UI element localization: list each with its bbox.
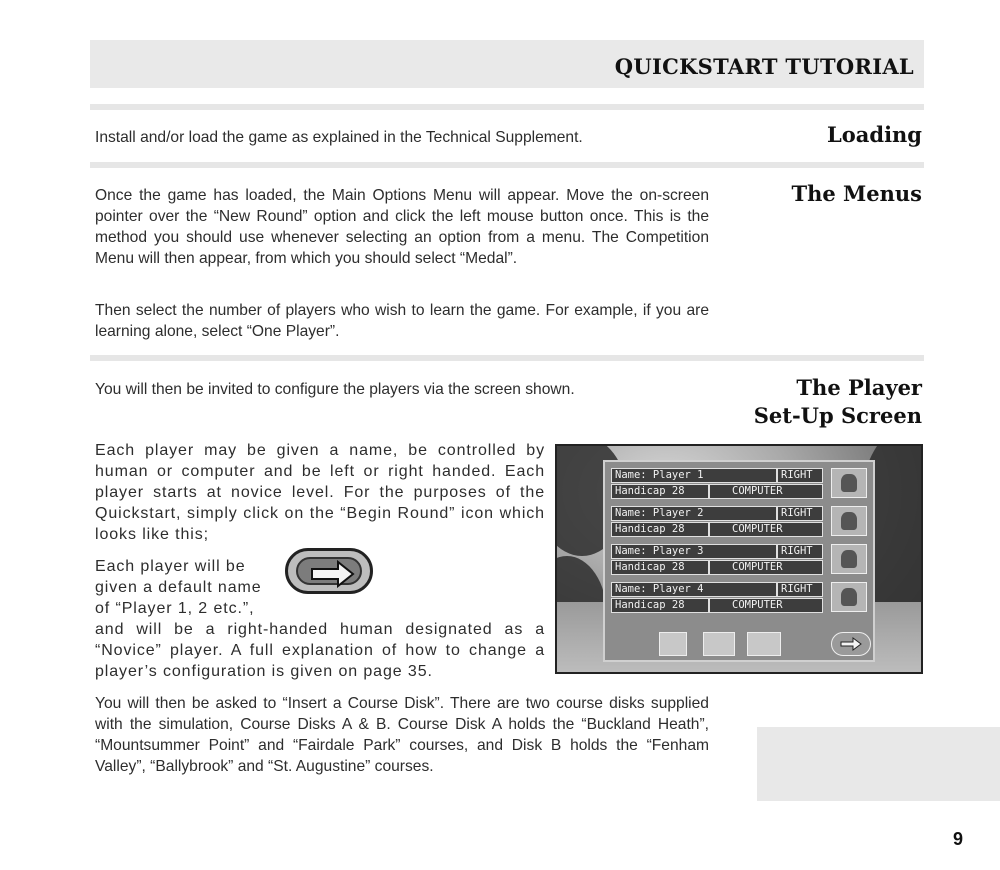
section-heading-setup: [754, 374, 922, 430]
section-heading-menus: The Menus: [791, 181, 922, 206]
margin-box: [757, 727, 1000, 801]
player-row: [611, 544, 823, 578]
control-field: COMPUTER: [709, 484, 823, 499]
player-name-field: Name: Player 4: [611, 582, 777, 597]
player-row: [611, 468, 823, 502]
player-row: [611, 582, 823, 616]
setup-paragraph-1: Each player may be given a name, be controlled by human or computer and be left or right handed. Each player starts at novice level. For the purposes of the Quickstart, simply click on the “Begin Round” icon which looks like this;: [95, 442, 545, 543]
divider: [90, 355, 924, 361]
setup-paragraph-2-line3: of “Player 1, 2 etc.”,: [95, 600, 255, 617]
begin-round-mini-icon: [831, 632, 871, 656]
right-arrow-icon: [832, 633, 870, 655]
setup-panel: [603, 460, 875, 662]
player-setup-screenshot: [555, 444, 923, 674]
golfer-icon: [831, 506, 867, 536]
loading-text: Install and/or load the game as explained in the Technical Supplement.: [95, 129, 583, 146]
begin-round-button[interactable]: [285, 548, 373, 594]
setup-paragraph-3: You will then be asked to “Insert a Course Disk”. There are two course disks supplied with the simulation, Course Disks A & B. Course Disk A holds the “Buckland Heath”, “Mountsummer Point” and “Fairdale Park” courses, and Disk B holds the “Fenham Valley”, “Ballybrook” and “St. Augustine” courses.: [95, 695, 709, 775]
divider: [90, 162, 924, 168]
caddie-icon: [703, 632, 735, 656]
flag-icon: [659, 632, 687, 656]
player-name-field: Name: Player 1: [611, 468, 777, 483]
page-number: 9: [952, 829, 963, 849]
section-heading-setup-line2: Set-Up Screen: [753, 403, 922, 428]
setup-intro: You will then be invited to configure the players via the screen shown.: [95, 381, 575, 398]
player-name-field: Name: Player 2: [611, 506, 777, 521]
handicap-field: Handicap 28: [611, 560, 709, 575]
golfer-icon: [831, 582, 867, 612]
handicap-field: Handicap 28: [611, 522, 709, 537]
player-row: [611, 506, 823, 540]
setup-paragraph-2-rest: and will be a right-handed human designated as a “Novice” player. A full explanation of how to change a player’s configuration is given on page 35.: [95, 621, 545, 680]
golfer-icon: [831, 468, 867, 498]
scorecard-icon: [747, 632, 781, 656]
golfer-icon: [831, 544, 867, 574]
player-name-field: Name: Player 3: [611, 544, 777, 559]
right-arrow-icon: [288, 551, 376, 597]
setup-paragraph-2-line2: given a default name: [95, 579, 262, 596]
handedness-field: RIGHT: [777, 582, 823, 597]
control-field: COMPUTER: [709, 522, 823, 537]
section-heading-setup-line1: The Player: [796, 375, 922, 400]
setup-paragraph-2-line1: Each player will be: [95, 558, 246, 575]
menus-paragraph-1: Once the game has loaded, the Main Options Menu will appear. Move the on-screen pointer over the “New Round” option and click the left mouse button once. This is the method you should use whenever selecting an option from a menu. The Competition Menu will then appear, from which you should select “Medal”.: [95, 187, 709, 267]
handicap-field: Handicap 28: [611, 484, 709, 499]
control-field: COMPUTER: [709, 560, 823, 575]
menus-paragraph-2: Then select the number of players who wish to learn the game. For example, if you are learning alone, select “One Player”.: [95, 302, 709, 340]
page-title: QUICKSTART TUTORIAL: [614, 54, 914, 79]
section-heading-loading: Loading: [827, 122, 922, 147]
handedness-field: RIGHT: [777, 544, 823, 559]
handedness-field: RIGHT: [777, 506, 823, 521]
divider: [90, 104, 924, 110]
handedness-field: RIGHT: [777, 468, 823, 483]
handicap-field: Handicap 28: [611, 598, 709, 613]
control-field: COMPUTER: [709, 598, 823, 613]
